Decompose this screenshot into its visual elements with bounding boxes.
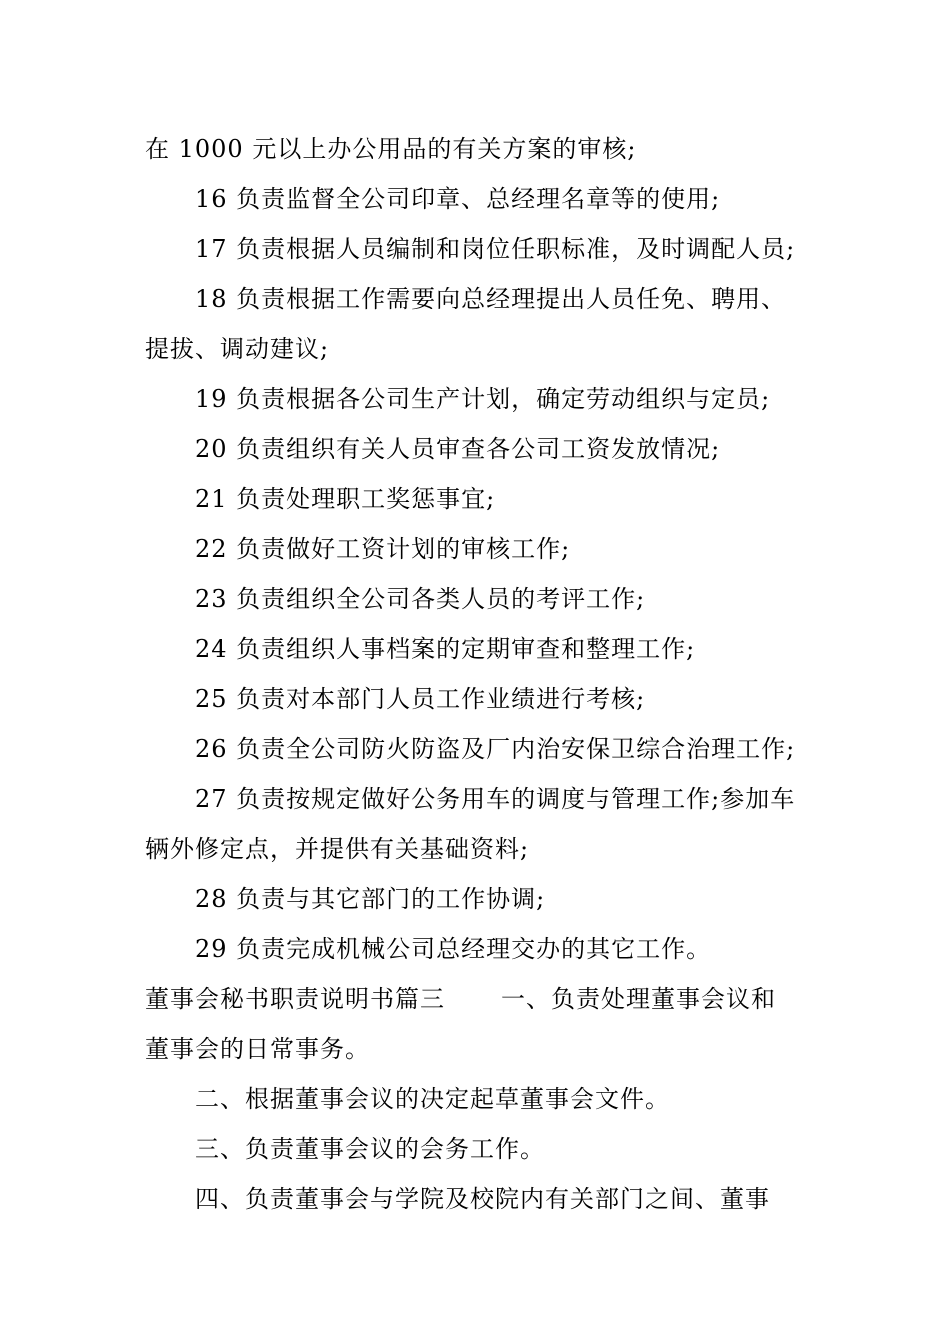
section-first-item: 一、负责处理董事会议和: [501, 985, 776, 1013]
text-line: 辆外修定点，并提供有关基础资料;: [145, 835, 530, 863]
text-line: 23 负责组织全公司各类人员的考评工作;: [195, 585, 646, 613]
text-line: 三、负责董事会议的会务工作。: [195, 1135, 545, 1163]
text-line: 提拔、调动建议;: [145, 335, 330, 363]
text-line: 26 负责全公司防火防盗及厂内治安保卫综合治理工作;: [195, 735, 796, 763]
section-heading-line: [145, 982, 815, 1016]
text-line: 19 负责根据各公司生产计划，确定劳动组织与定员;: [195, 385, 771, 413]
text-line: 25 负责对本部门人员工作业绩进行考核;: [195, 685, 646, 713]
text-line: 22 负责做好工资计划的审核工作;: [195, 535, 571, 563]
text-line: 董事会的日常事务。: [145, 1035, 370, 1063]
text-line: 16 负责监督全公司印章、总经理名章等的使用;: [195, 185, 721, 213]
text-line: 四、负责董事会与学院及校院内有关部门之间、董事: [195, 1185, 770, 1213]
text-line: 17 负责根据人员编制和岗位任职标准，及时调配人员;: [195, 235, 796, 263]
text-line: 在 1000 元以上办公用品的有关方案的审核;: [145, 135, 637, 163]
text-line: 20 负责组织有关人员审查各公司工资发放情况;: [195, 435, 721, 463]
text-line: 29 负责完成机械公司总经理交办的其它工作。: [195, 935, 712, 963]
text-line: 21 负责处理职工奖惩事宜;: [195, 485, 496, 513]
text-line: 28 负责与其它部门的工作协调;: [195, 885, 546, 913]
section-title: 董事会秘书职责说明书篇三: [145, 985, 445, 1013]
text-line: 24 负责组织人事档案的定期审查和整理工作;: [195, 635, 696, 663]
text-line: 27 负责按规定做好公务用车的调度与管理工作;参加车: [195, 785, 796, 813]
text-line: 二、根据董事会议的决定起草董事会文件。: [195, 1085, 670, 1113]
text-line: 18 负责根据工作需要向总经理提出人员任免、聘用、: [195, 285, 787, 313]
